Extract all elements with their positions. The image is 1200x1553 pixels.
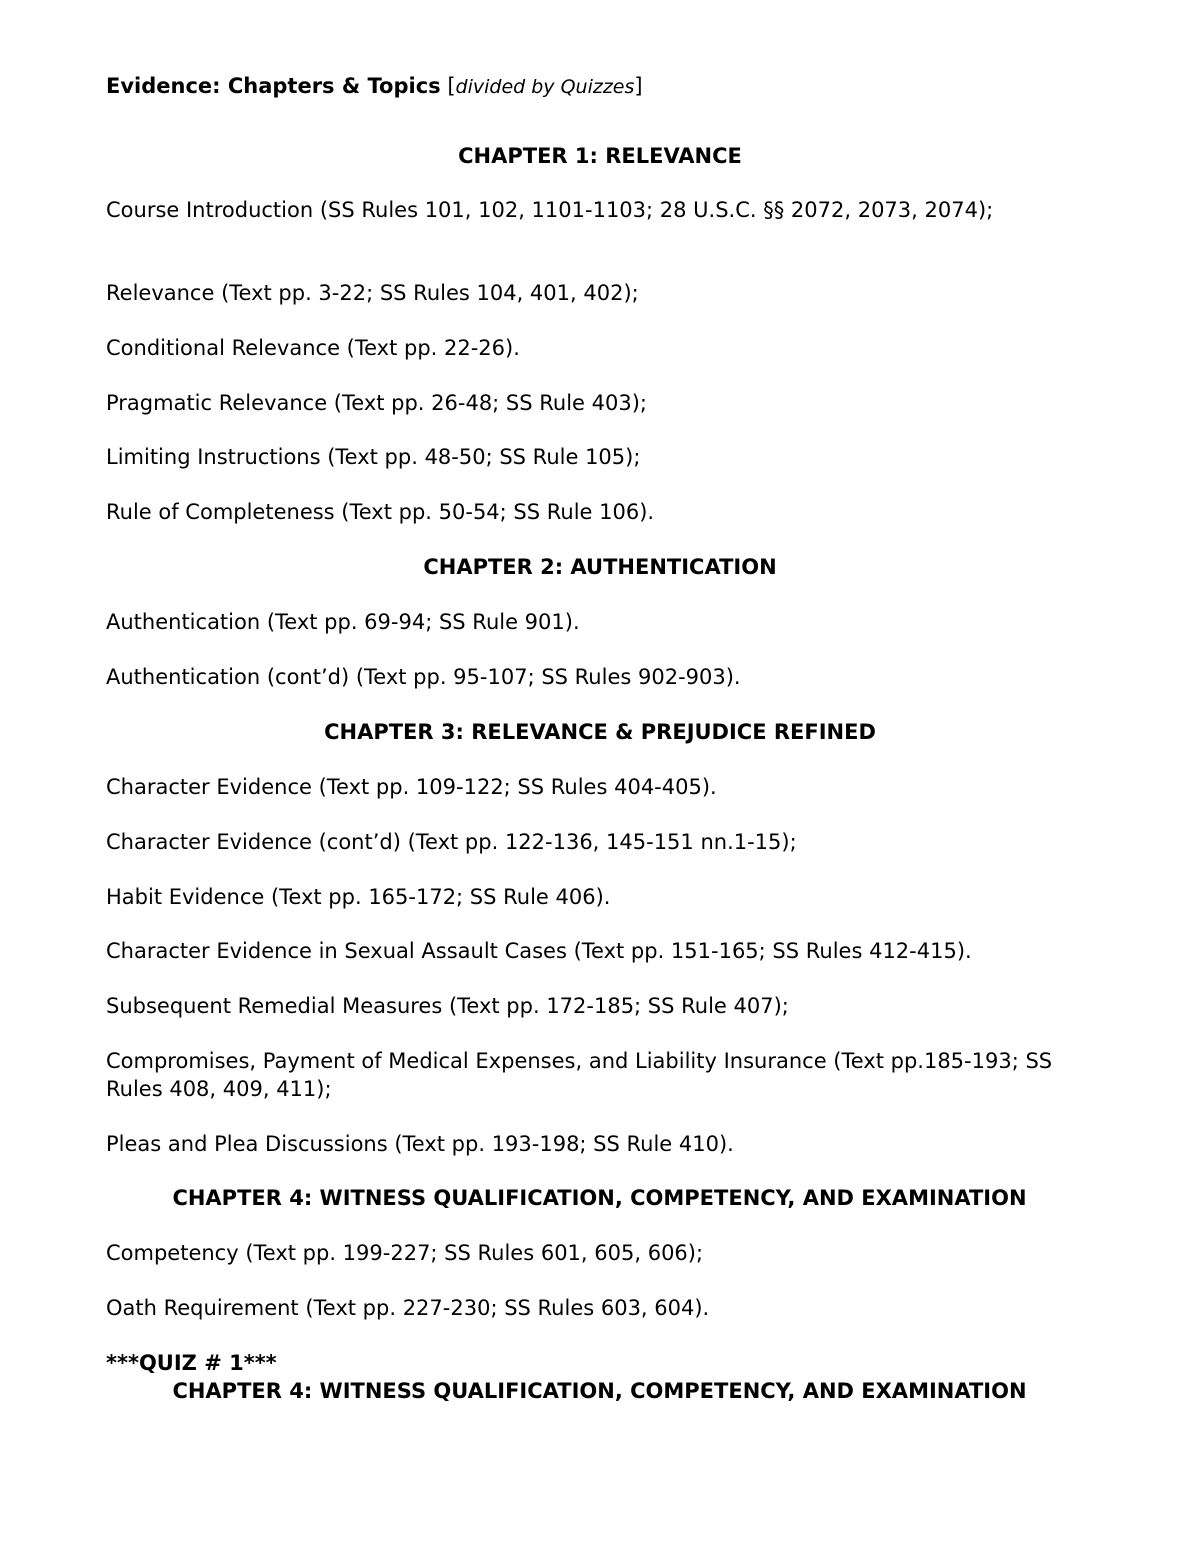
chapter-1-heading: CHAPTER 1: RELEVANCE bbox=[458, 144, 742, 168]
topic-entry: Rule of Completeness (Text pp. 50-54; SS Rule 106). bbox=[106, 500, 655, 524]
topic-entry: Habit Evidence (Text pp. 165-172; SS Rule 406). bbox=[106, 885, 611, 909]
topic-entry: Competency (Text pp. 199-227; SS Rules 601, 605, 606); bbox=[106, 1241, 704, 1265]
topic-entry: Authentication (Text pp. 69-94; SS Rule 901). bbox=[106, 610, 580, 634]
chapter-3-heading: CHAPTER 3: RELEVANCE & PREJUDICE REFINED bbox=[324, 720, 876, 744]
chapter-2-heading: CHAPTER 2: AUTHENTICATION bbox=[423, 555, 777, 579]
topic-entry: Conditional Relevance (Text pp. 22-26). bbox=[106, 336, 520, 360]
topic-entry: Character Evidence in Sexual Assault Cases (Text pp. 151-165; SS Rules 412-415). bbox=[106, 939, 972, 963]
topic-entry: Pragmatic Relevance (Text pp. 26-48; SS Rule 403); bbox=[106, 391, 648, 415]
title-close-bracket: ] bbox=[634, 74, 643, 98]
topic-entry: Compromises, Payment of Medical Expenses, and Liability Insurance (Text pp.185-193; SS Rules 408, 409, 411); bbox=[106, 1049, 1053, 1101]
document-title-subtitle: divided by Quizzes bbox=[455, 76, 635, 98]
topic-entry: Character Evidence (cont’d) (Text pp. 122-136, 145-151 nn.1-15); bbox=[106, 830, 797, 854]
topic-entry: Authentication (cont’d) (Text pp. 95-107; SS Rules 902-903). bbox=[106, 665, 741, 689]
topic-entry: Relevance (Text pp. 3-22; SS Rules 104, 401, 402); bbox=[106, 281, 639, 305]
document-title-main: Evidence: Chapters & Topics bbox=[106, 74, 441, 98]
quiz-marker: ***QUIZ # 1*** bbox=[106, 1351, 277, 1375]
topic-entry: Oath Requirement (Text pp. 227-230; SS Rules 603, 604). bbox=[106, 1296, 710, 1320]
topic-entry: Character Evidence (Text pp. 109-122; SS Rules 404-405). bbox=[106, 775, 717, 799]
title-open-bracket: [ bbox=[440, 74, 456, 98]
chapter-4-repeat-heading: CHAPTER 4: WITNESS QUALIFICATION, COMPETENCY, AND EXAMINATION bbox=[172, 1379, 1027, 1403]
topic-entry: Pleas and Plea Discussions (Text pp. 193-198; SS Rule 410). bbox=[106, 1132, 734, 1156]
topic-entry: Limiting Instructions (Text pp. 48-50; SS Rule 105); bbox=[106, 445, 641, 469]
chapter-4-heading: CHAPTER 4: WITNESS QUALIFICATION, COMPETENCY, AND EXAMINATION bbox=[172, 1186, 1027, 1210]
topic-entry: Subsequent Remedial Measures (Text pp. 172-185; SS Rule 407); bbox=[106, 994, 789, 1018]
document-title bbox=[106, 72, 643, 101]
topic-entry: Course Introduction (SS Rules 101, 102, 1101-1103; 28 U.S.C. §§ 2072, 2073, 2074); bbox=[106, 198, 994, 222]
